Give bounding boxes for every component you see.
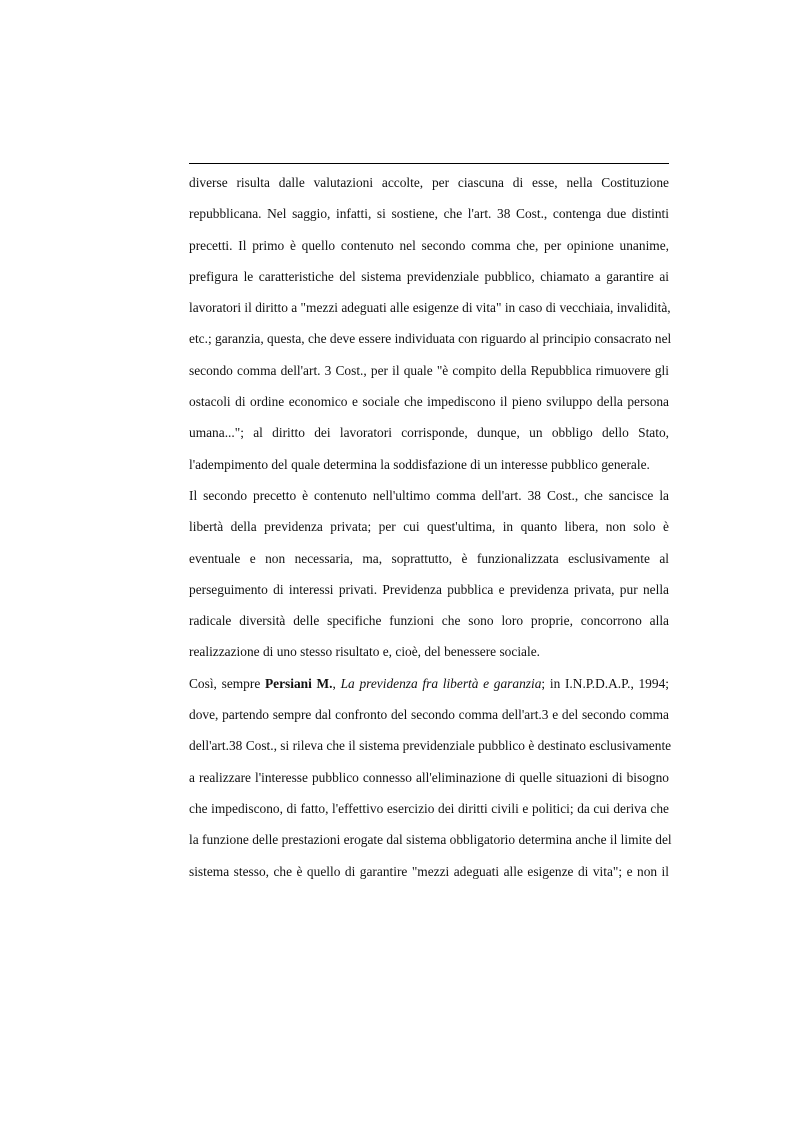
text-line: realizzazione di uno stesso risultato e, cioè, del benessere sociale.: [189, 644, 540, 660]
citation-title: La previdenza fra libertà e garanzia: [340, 675, 542, 691]
text-line: ostacoli di ordine economico e sociale che impediscono il pieno sviluppo della persona: [189, 394, 669, 410]
footnote-text: [189, 168, 672, 888]
text-line: eventuale e non necessaria, ma, soprattutto, è funzionalizzata esclusivamente al: [189, 550, 669, 566]
text-line: libertà della previdenza privata; per cui quest'ultima, in quanto libera, non solo è: [189, 519, 669, 535]
text-line: lavoratori il diritto a "mezzi adeguati alle esigenze di vita" in caso di vecchiaia, invalidità,: [189, 300, 671, 316]
citation-separator: ,: [332, 675, 341, 691]
text-line: repubblicana. Nel saggio, infatti, si sostiene, che l'art. 38 Cost., contenga due distinti: [189, 206, 669, 222]
text-line: radicale diversità delle specifiche funzioni che sono loro proprie, concorrono alla: [189, 613, 669, 629]
text-line: la funzione delle prestazioni erogate dal sistema obbligatorio determina anche il limite del: [189, 832, 672, 848]
footnote-paragraph-2: [189, 481, 669, 669]
text-line: dell'art.38 Cost., si rileva che il sistema previdenziale pubblico è destinato esclusivamente: [189, 738, 672, 754]
footnote-paragraph-3: [189, 669, 672, 888]
text-line: sistema stesso, che è quello di garantire "mezzi adeguati alle esigenze di vita"; e non il: [189, 863, 669, 879]
citation-prefix: Così, sempre: [189, 675, 265, 691]
text-line: precetti. Il primo è quello contenuto nel secondo comma che, per opinione unanime,: [189, 237, 669, 253]
text-line: secondo comma dell'art. 3 Cost., per il quale "è compito della Repubblica rimuovere gli: [189, 362, 669, 378]
footnote-paragraph-1: [189, 168, 672, 481]
citation-author: Persiani M.: [264, 675, 333, 691]
text-line: che impediscono, di fatto, l'effettivo esercizio dei diritti civili e politici; da cui deriva che: [189, 800, 669, 816]
text-line: a realizzare l'interesse pubblico connesso all'eliminazione di quelle situazioni di bisogno: [189, 769, 669, 785]
citation-line: [189, 669, 669, 700]
citation-suffix: ; in I.N.P.D.A.P., 1994;: [541, 675, 669, 691]
text-line: umana..."; al diritto dei lavoratori corrisponde, dunque, un obbligo dello Stato,: [189, 425, 669, 441]
text-line: perseguimento di interessi privati. Previdenza pubblica e previdenza privata, pur nella: [189, 581, 669, 597]
footnote-separator-rule: [189, 163, 669, 164]
text-line: prefigura le caratteristiche del sistema previdenziale pubblico, chiamato a garantire ai: [189, 268, 669, 284]
text-line: Il secondo precetto è contenuto nell'ultimo comma dell'art. 38 Cost., che sancisce la: [189, 487, 669, 503]
text-line: diverse risulta dalle valutazioni accolte, per ciascuna di esse, nella Costituzione: [189, 175, 669, 190]
text-line: l'adempimento del quale determina la soddisfazione di un interesse pubblico generale.: [189, 456, 650, 472]
text-line: etc.; garanzia, questa, che deve essere individuata con riguardo al principio consacrato nel: [189, 331, 672, 347]
text-line: dove, partendo sempre dal confronto del secondo comma dell'art.3 e del secondo comma: [189, 707, 669, 723]
